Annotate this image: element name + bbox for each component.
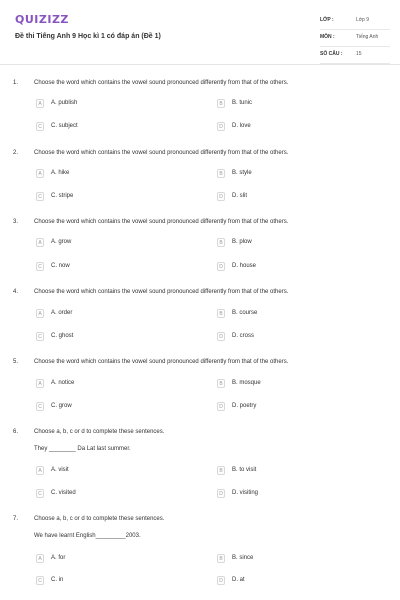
option-text: A. for (51, 555, 66, 561)
option-letter-badge: B (217, 99, 225, 108)
option-letter-badge: B (217, 466, 225, 475)
question-number: 6. (13, 429, 19, 435)
meta-row-question-count (320, 47, 390, 64)
quizizz-logo[interactable]: QUIZIZZ (15, 13, 69, 26)
option-text: D. at (232, 577, 245, 583)
meta-row-class (320, 13, 390, 30)
option-letter-badge: A (36, 554, 44, 563)
option-letter-badge: C (36, 576, 44, 585)
option-text: D. love (232, 123, 251, 129)
option-text: D. slit (232, 193, 247, 199)
question-text: Choose a, b, c or d to complete these sentences. (34, 516, 165, 522)
option-text: D. cross (232, 333, 255, 339)
option-letter-badge: B (217, 309, 225, 318)
option-text: D. visiting (232, 490, 259, 496)
option-text: B. to visit (232, 467, 257, 473)
option-letter-badge: B (217, 379, 225, 388)
question-sentence: They ________ Da Lat last summer. (34, 446, 131, 452)
option-text: C. grow (51, 403, 72, 409)
meta-key: LỚP : (320, 17, 334, 23)
option-letter-badge: D (217, 262, 225, 271)
header-divider (0, 64, 400, 65)
worksheet-title: Đề thi Tiếng Anh 9 Học kì 1 có đáp án (Đề 1) (15, 33, 161, 40)
meta-row-subject (320, 30, 390, 47)
option-letter-badge: C (36, 262, 44, 271)
option-text: C. subject (51, 123, 78, 129)
question-text: Choose the word which contains the vowel sound pronounced differently from that of the others. (34, 219, 289, 225)
option-text: B. since (232, 555, 254, 561)
worksheet-header (0, 0, 400, 62)
option-letter-badge: A (36, 169, 44, 178)
option-text: C. ghost (51, 333, 74, 339)
option-text: B. course (232, 310, 258, 316)
option-letter-badge: C (36, 489, 44, 498)
option-text: B. mosque (232, 380, 261, 386)
option-text: B. plow (232, 239, 252, 245)
option-letter-badge: C (36, 122, 44, 131)
option-text: C. visited (51, 490, 76, 496)
question-number: 2. (13, 150, 19, 156)
option-letter-badge: D (217, 402, 225, 411)
option-letter-badge: B (217, 554, 225, 563)
option-letter-badge: C (36, 332, 44, 341)
question-text: Choose the word which contains the vowel sound pronounced differently from that of the others. (34, 359, 289, 365)
question-sentence: We have learnt English_________2003. (34, 533, 141, 539)
option-letter-badge: D (217, 576, 225, 585)
meta-value: Lớp 9 (356, 17, 370, 23)
question-number: 7. (13, 516, 19, 522)
option-letter-badge: A (36, 466, 44, 475)
option-letter-badge: D (217, 122, 225, 131)
option-letter-badge: A (36, 309, 44, 318)
option-text: A. publish (51, 100, 78, 106)
option-text: A. visit (51, 467, 69, 473)
worksheet-meta (320, 13, 390, 64)
question-number: 1. (13, 80, 19, 86)
option-letter-badge: D (217, 332, 225, 341)
question-text: Choose the word which contains the vowel sound pronounced differently from that of the others. (34, 80, 289, 86)
option-letter-badge: A (36, 238, 44, 247)
option-text: B. tunic (232, 100, 253, 106)
question-text: Choose the word which contains the vowel sound pronounced differently from that of the others. (34, 289, 289, 295)
option-letter-badge: C (36, 402, 44, 411)
option-letter-badge: A (36, 99, 44, 108)
option-text: B. style (232, 170, 252, 176)
option-letter-badge: D (217, 192, 225, 201)
option-letter-badge: D (217, 489, 225, 498)
option-letter-badge: A (36, 379, 44, 388)
question-number: 3. (13, 219, 19, 225)
meta-key: MÔN : (320, 34, 335, 40)
meta-value: Tiếng Anh (356, 34, 379, 40)
option-letter-badge: C (36, 192, 44, 201)
option-text: C. now (51, 263, 70, 269)
option-text: A. order (51, 310, 73, 316)
question-number: 5. (13, 359, 19, 365)
option-letter-badge: B (217, 238, 225, 247)
option-text: C. in (51, 577, 64, 583)
option-text: D. house (232, 263, 257, 269)
question-number: 4. (13, 289, 19, 295)
question-text: Choose a, b, c or d to complete these sentences. (34, 429, 165, 435)
meta-value: 15 (356, 51, 362, 57)
option-text: C. stripe (51, 193, 74, 199)
option-letter-badge: B (217, 169, 225, 178)
option-text: A. notice (51, 380, 75, 386)
meta-key: SỐ CÂU : (320, 51, 343, 57)
question-text: Choose the word which contains the vowel sound pronounced differently from that of the others. (34, 150, 289, 156)
option-text: A. grow (51, 239, 72, 245)
option-text: D. poetry (232, 403, 257, 409)
option-text: A. hike (51, 170, 70, 176)
